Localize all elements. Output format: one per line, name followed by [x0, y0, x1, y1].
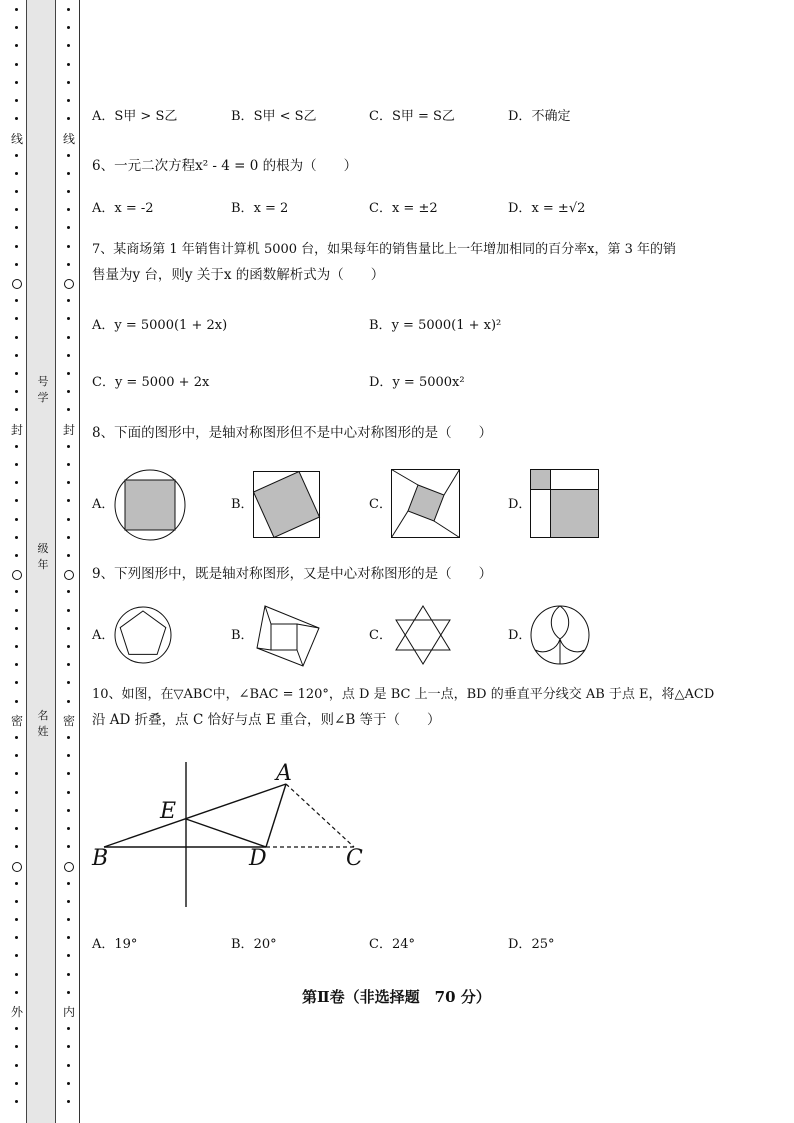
- binding-dot: [67, 754, 70, 757]
- outer-mark-wai: 外: [10, 1005, 23, 1019]
- binding-dot: [67, 590, 70, 593]
- binding-dot: [15, 772, 18, 775]
- q9-figure-pythagoras: [253, 604, 321, 666]
- q10-option-a: A．19°: [92, 937, 138, 952]
- binding-dot: [67, 827, 70, 830]
- q7-option-a: A．y = 5000(1 + 2x): [92, 318, 228, 333]
- binding-dot: [67, 445, 70, 448]
- outer-hole: [12, 570, 22, 580]
- binding-dot: [67, 936, 70, 939]
- q9-figure-trefoil-circle: [530, 605, 590, 665]
- q9-option-d-label: D．: [508, 628, 532, 643]
- binding-dot: [15, 609, 18, 612]
- outer-mark-xian: 线: [10, 132, 23, 146]
- point-d-label: D: [249, 846, 267, 871]
- binding-dot: [15, 499, 18, 502]
- binding-dot: [15, 754, 18, 757]
- q5-option-d: D．不确定: [508, 109, 571, 124]
- binding-dot: [67, 354, 70, 357]
- q7-stem-line1: 7、某商场第 1 年销售计算机 5000 台，如果每年的销售量比上一年增加相同的百分率x，第 3 年的销: [92, 242, 677, 257]
- binding-dot: [67, 645, 70, 648]
- binding-dot: [67, 299, 70, 302]
- binding-dot: [15, 900, 18, 903]
- binding-dot: [67, 663, 70, 666]
- q8-stem: 8、下面的图形中，是轴对称图形但不是中心对称图形的是（ ）: [92, 425, 493, 441]
- binding-dot: [67, 918, 70, 921]
- binding-dot: [67, 481, 70, 484]
- binding-dot: [15, 390, 18, 393]
- q8-figure-circle-square: [114, 469, 186, 541]
- binding-dot: [67, 372, 70, 375]
- q6-option-c: C．x = ±2: [369, 201, 438, 216]
- inner-mark-nei: 内: [62, 1005, 75, 1019]
- binding-dot: [15, 518, 18, 521]
- q7-option-c: C．y = 5000 + 2x: [92, 375, 210, 390]
- outer-mark-mi: 密: [10, 714, 23, 728]
- binding-dot: [67, 26, 70, 29]
- binding-dot: [15, 1082, 18, 1085]
- binding-dot: [15, 936, 18, 939]
- q8-figure-divided-square: [530, 469, 600, 539]
- binding-dot: [67, 317, 70, 320]
- binding-dot: [67, 8, 70, 11]
- binding-dot: [67, 809, 70, 812]
- binding-dot: [15, 81, 18, 84]
- binding-dot: [67, 882, 70, 885]
- q7-stem-line2: 售量为y 台，则y 关于x 的函数解析式为（ ）: [92, 267, 385, 283]
- binding-dot: [15, 991, 18, 994]
- q10-option-d: D．25°: [508, 937, 555, 952]
- q9-stem: 9、下列图形中，既是轴对称图形，又是中心对称图形的是（ ）: [92, 566, 493, 582]
- q9-figure-hexagram: [392, 604, 454, 666]
- binding-dot: [67, 499, 70, 502]
- q10-option-c: C．24°: [369, 937, 415, 952]
- q6-option-a: A．x = -2: [92, 201, 154, 216]
- point-c-label: C: [346, 846, 363, 871]
- binding-dot: [15, 408, 18, 411]
- binding-dot: [15, 627, 18, 630]
- binding-dot: [67, 700, 70, 703]
- q8-figure-tilted-square: [253, 471, 321, 539]
- binding-dot: [15, 172, 18, 175]
- binding-dot: [67, 845, 70, 848]
- binding-dot: [67, 1100, 70, 1103]
- binding-dot: [15, 99, 18, 102]
- student-number-field: 号学: [37, 375, 49, 404]
- q7-option-d: D．y = 5000x²: [369, 375, 465, 390]
- binding-dot: [67, 681, 70, 684]
- binding-dot: [67, 81, 70, 84]
- binding-dot: [67, 991, 70, 994]
- binding-dot: [15, 263, 18, 266]
- binding-dot: [67, 390, 70, 393]
- binding-dot: [15, 827, 18, 830]
- binding-dot: [15, 26, 18, 29]
- binding-dot: [67, 1027, 70, 1030]
- binding-dot: [15, 445, 18, 448]
- binding-dot: [15, 336, 18, 339]
- binding-dot: [67, 554, 70, 557]
- binding-dot: [67, 154, 70, 157]
- outer-hole: [12, 279, 22, 289]
- inner-hole: [64, 279, 74, 289]
- binding-dot: [15, 208, 18, 211]
- binding-dot: [67, 1064, 70, 1067]
- q5-option-a: A．S甲 > S乙: [92, 109, 178, 124]
- binding-dot: [15, 463, 18, 466]
- binding-dot: [67, 208, 70, 211]
- binding-dot: [67, 44, 70, 47]
- binding-dot: [67, 117, 70, 120]
- binding-dot: [15, 117, 18, 120]
- binding-dot: [15, 809, 18, 812]
- q6-stem: 6、一元二次方程x² - 4 = 0 的根为（ ）: [92, 158, 358, 174]
- point-a-label: A: [276, 761, 292, 786]
- binding-dot: [67, 190, 70, 193]
- q10-stem-line2: 沿 AD 折叠，点 C 恰好与点 E 重合，则∠B 等于（ ）: [92, 712, 441, 728]
- binding-dot: [15, 736, 18, 739]
- point-e-label: E: [160, 799, 177, 824]
- binding-dot: [67, 518, 70, 521]
- binding-dot: [15, 536, 18, 539]
- binding-dot: [15, 8, 18, 11]
- binding-dot: [67, 627, 70, 630]
- binding-dot: [67, 172, 70, 175]
- binding-dot: [15, 481, 18, 484]
- q8-option-b-label: B．: [231, 497, 254, 512]
- binding-dot: [15, 154, 18, 157]
- name-field: 名姓: [37, 709, 49, 738]
- binding-dot: [15, 918, 18, 921]
- binding-dot: [67, 536, 70, 539]
- binding-dot: [15, 63, 18, 66]
- q7-option-b: B．y = 5000(1 + x)²: [369, 318, 502, 333]
- binding-dot: [67, 226, 70, 229]
- q8-figure-pinwheel-square: [391, 469, 461, 539]
- binding-dot: [67, 336, 70, 339]
- binding-dot: [15, 354, 18, 357]
- binding-dot: [15, 299, 18, 302]
- binding-dot: [15, 372, 18, 375]
- binding-dot: [67, 791, 70, 794]
- q6-option-b: B．x = 2: [231, 201, 289, 216]
- q6-option-d: D．x = ±√2: [508, 201, 586, 216]
- inner-mark-mi: 密: [62, 714, 75, 728]
- binding-dot: [15, 44, 18, 47]
- grade-field: 级年: [37, 542, 49, 571]
- binding-dot: [67, 954, 70, 957]
- binding-dot: [15, 190, 18, 193]
- inner-hole: [64, 570, 74, 580]
- binding-dot: [67, 1045, 70, 1048]
- inner-mark-xian: 线: [62, 132, 75, 146]
- outer-hole: [12, 862, 22, 872]
- outer-mark-feng: 封: [10, 423, 23, 437]
- binding-dot: [15, 245, 18, 248]
- q8-option-d-label: D．: [508, 497, 532, 512]
- binding-dot: [15, 1027, 18, 1030]
- binding-dot: [67, 772, 70, 775]
- binding-dot: [67, 245, 70, 248]
- binding-dot: [67, 63, 70, 66]
- binding-dot: [15, 791, 18, 794]
- binding-dot: [15, 973, 18, 976]
- binding-dot: [15, 663, 18, 666]
- q9-option-c-label: C．: [369, 628, 392, 643]
- binding-dot: [15, 226, 18, 229]
- q9-option-a-label: A．: [92, 628, 115, 643]
- binding-dot: [15, 882, 18, 885]
- binding-dot: [15, 1064, 18, 1067]
- binding-dot: [67, 263, 70, 266]
- binding-dot: [15, 554, 18, 557]
- binding-dot: [15, 1045, 18, 1048]
- binding-dot: [67, 1082, 70, 1085]
- q8-option-a-label: A．: [92, 497, 115, 512]
- q9-figure-pentagon-in-circle: [114, 606, 172, 664]
- binding-dot: [67, 408, 70, 411]
- q8-option-c-label: C．: [369, 497, 392, 512]
- binding-dot: [15, 645, 18, 648]
- q5-option-b: B．S甲 < S乙: [231, 109, 317, 124]
- point-b-label: B: [92, 846, 109, 871]
- binding-dot: [15, 317, 18, 320]
- q10-geometry-figure: [90, 755, 380, 915]
- inner-mark-feng: 封: [62, 423, 75, 437]
- binding-dot: [15, 1100, 18, 1103]
- binding-dot: [15, 954, 18, 957]
- binding-dot: [67, 609, 70, 612]
- binding-dot: [67, 99, 70, 102]
- binding-dot: [67, 463, 70, 466]
- q9-option-b-label: B．: [231, 628, 254, 643]
- binding-dot: [15, 845, 18, 848]
- inner-hole: [64, 862, 74, 872]
- binding-dot: [15, 590, 18, 593]
- q10-option-b: B．20°: [231, 937, 277, 952]
- q5-option-c: C．S甲 = S乙: [369, 109, 455, 124]
- binding-dot: [67, 736, 70, 739]
- binding-dot: [67, 900, 70, 903]
- q10-stem-line1: 10、如图，在▽ABC中，∠BAC = 120°，点 D 是 BC 上一点，BD 的垂直平分线交 AB 于点 E，将△ACD: [92, 687, 715, 702]
- binding-dot: [15, 681, 18, 684]
- section-2-title: 第Ⅱ卷（非选择题 70 分）: [302, 988, 491, 1006]
- gutter-rule: [79, 0, 80, 1123]
- binding-dot: [67, 973, 70, 976]
- binding-dot: [15, 700, 18, 703]
